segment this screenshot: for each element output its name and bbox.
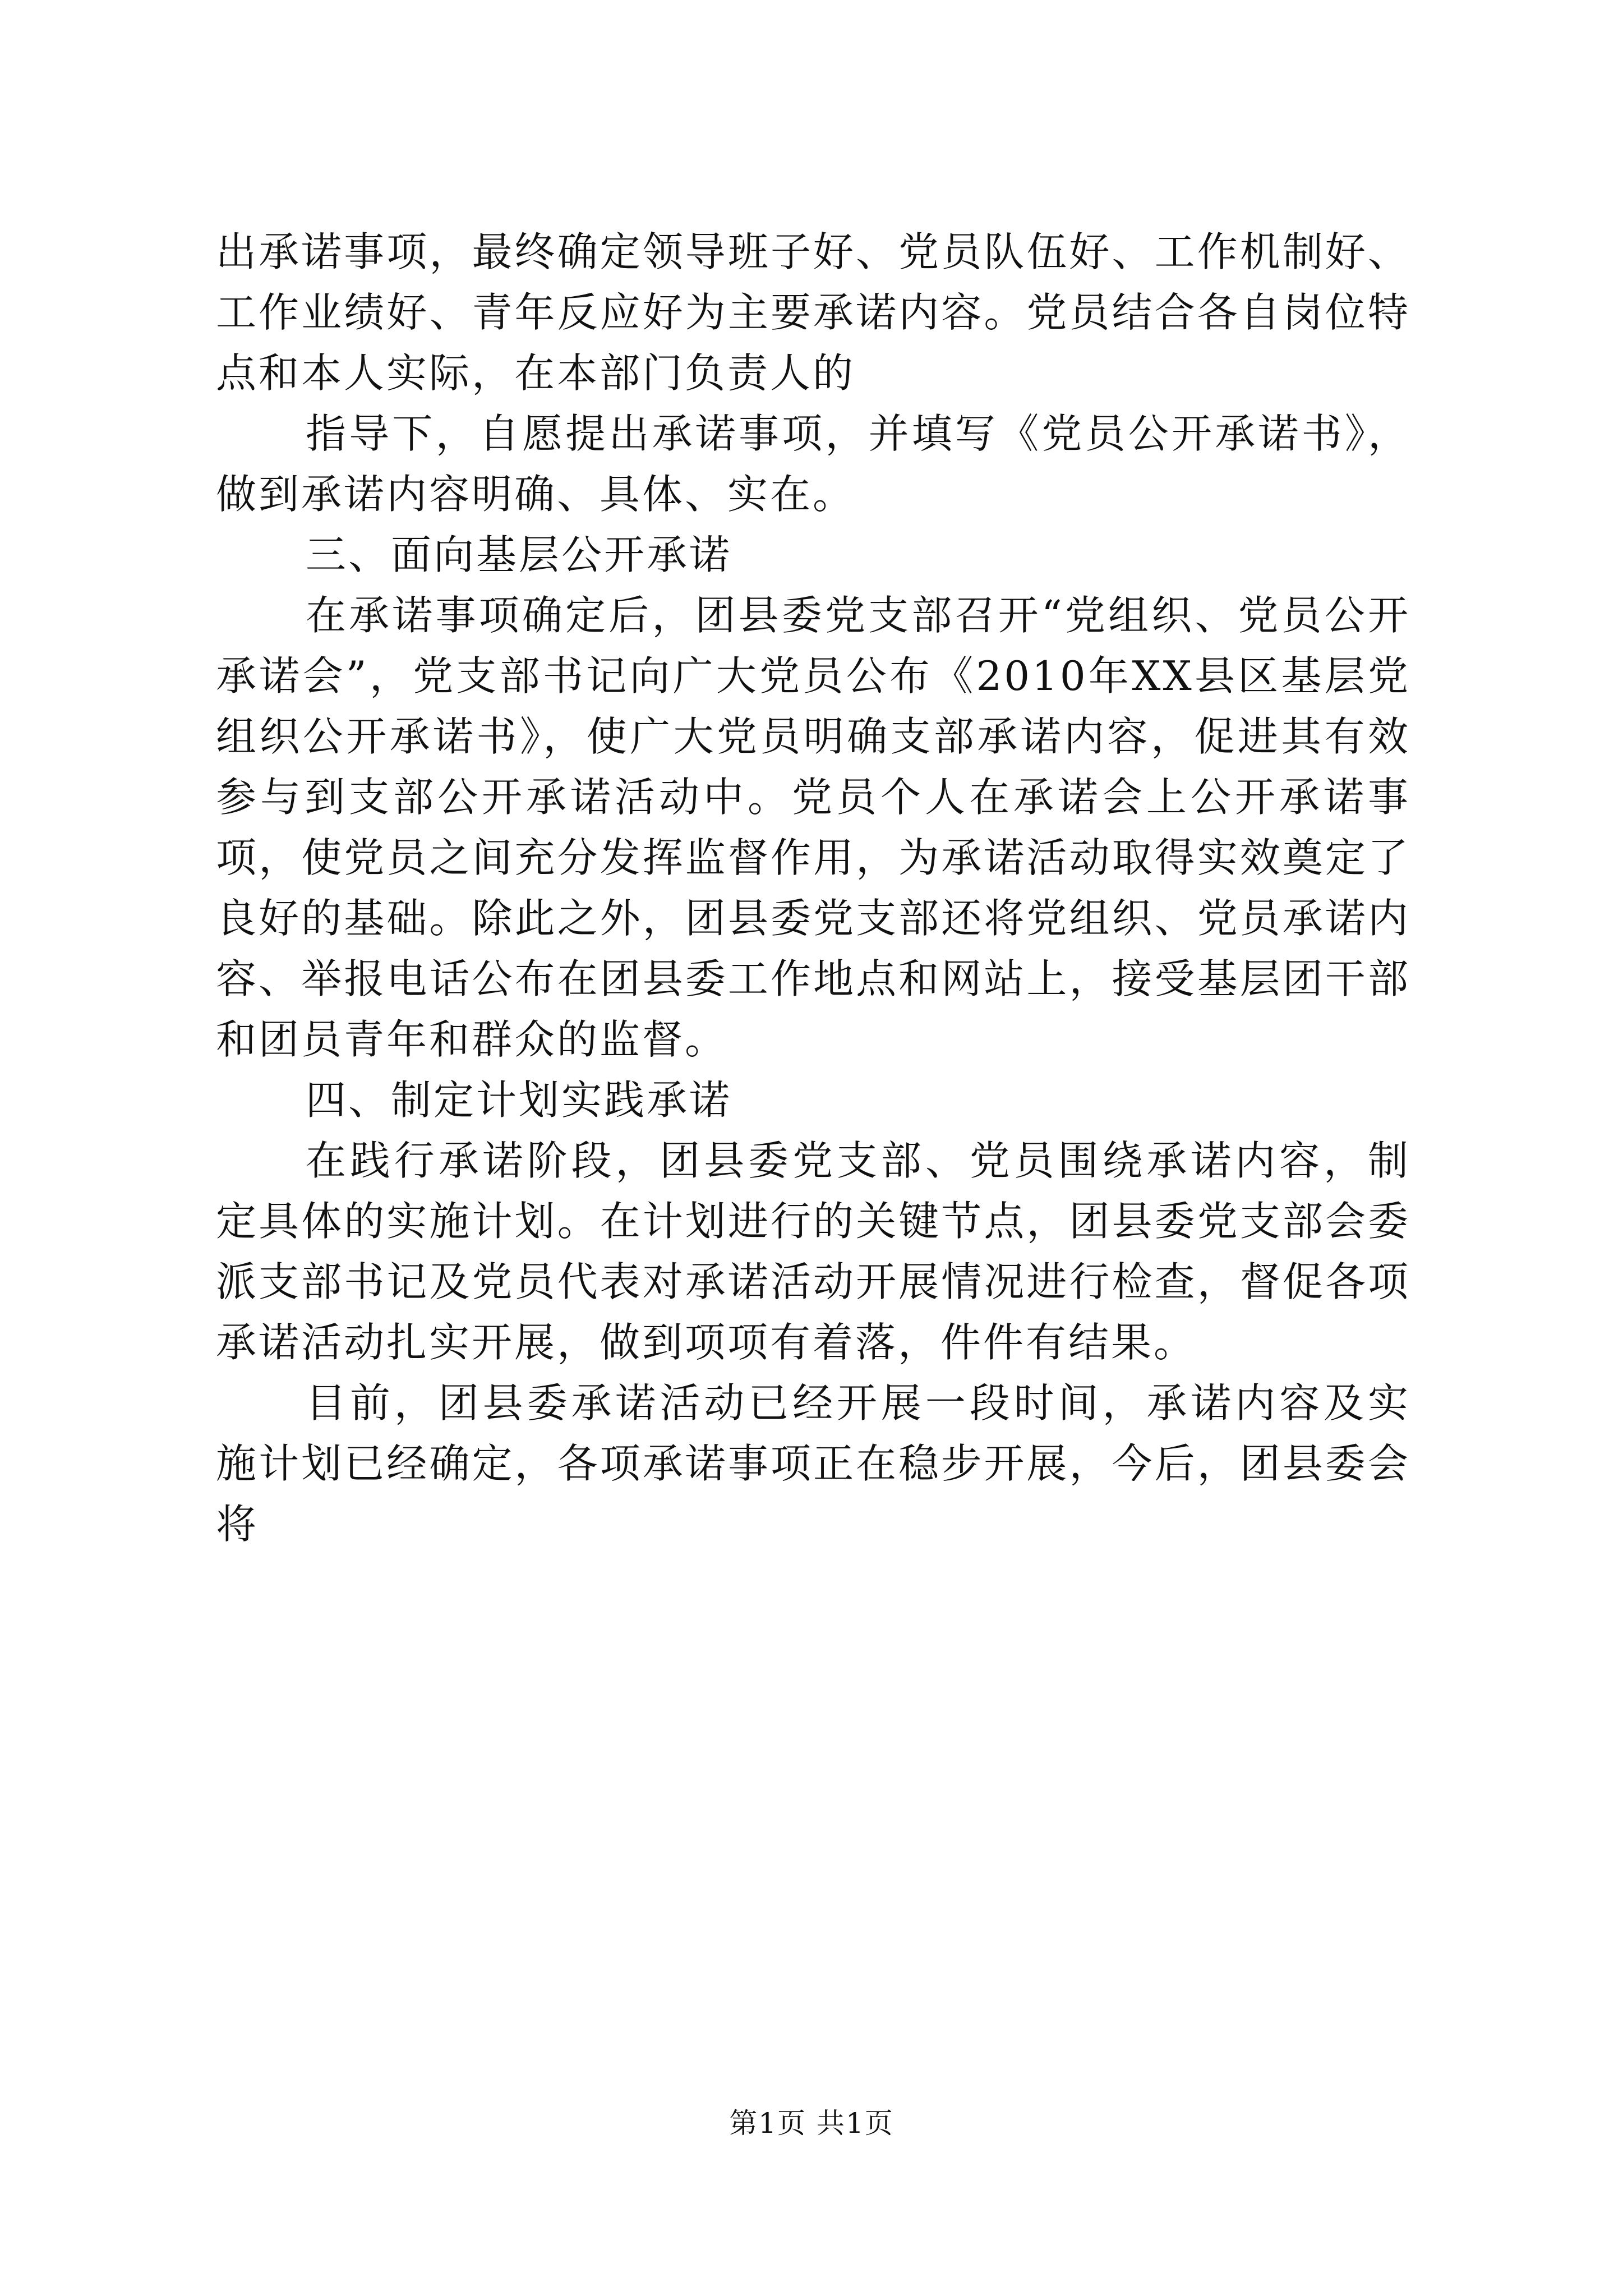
paragraph-continuation: 出承诺事项，最终确定领导班子好、党员队伍好、工作机制好、工作业绩好、青年反应好为主要承诺内容。党员结合各自岗位特点和本人实际，在本部门负责人的 xyxy=(216,228,1410,397)
page-footer: 第1页 共1页 xyxy=(729,2107,894,2139)
paragraph-body: 指导下，自愿提出承诺事项，并填写《党员公开承诺书》，做到承诺内容明确、具体、实在。 xyxy=(216,410,1410,518)
paragraph-body: 目前，团县委承诺活动已经开展一段时间，承诺内容及实施计划已经确定，各项承诺事项正在稳步开展，今后，团县委会将 xyxy=(216,1379,1410,1548)
paragraph-body: 在承诺事项确定后，团县委党支部召开“党组织、党员公开承诺会”，党支部书记向广大党员公布《2010年XX县区基层党组织公开承诺书》，使广大党员明确支部承诺内容，促进其有效参与到支部公开承诺活动中。党员个人在承诺会上公开承诺事项，使党员之间充分发挥监督作用，为承诺活动取得实效奠定了良好的基础。除此之外，团县委党支部还将党组织、党员承诺内容、举报电话公布在团县委工作地点和网站上，接受基层团干部和团员青年和群众的监督。 xyxy=(216,592,1410,1063)
paragraph-body: 在践行承诺阶段，团县委党支部、党员围绕承诺内容，制定具体的实施计划。在计划进行的关键节点，团县委党支部会委派支部书记及党员代表对承诺活动开展情况进行检查，督促各项承诺活动扎实开展，做到项项有着落，件件有结果。 xyxy=(216,1137,1410,1366)
document-body xyxy=(216,222,1410,1554)
section-heading: 三、面向基层公开承诺 xyxy=(306,531,732,578)
section-heading: 四、制定计划实践承诺 xyxy=(306,1076,732,1124)
